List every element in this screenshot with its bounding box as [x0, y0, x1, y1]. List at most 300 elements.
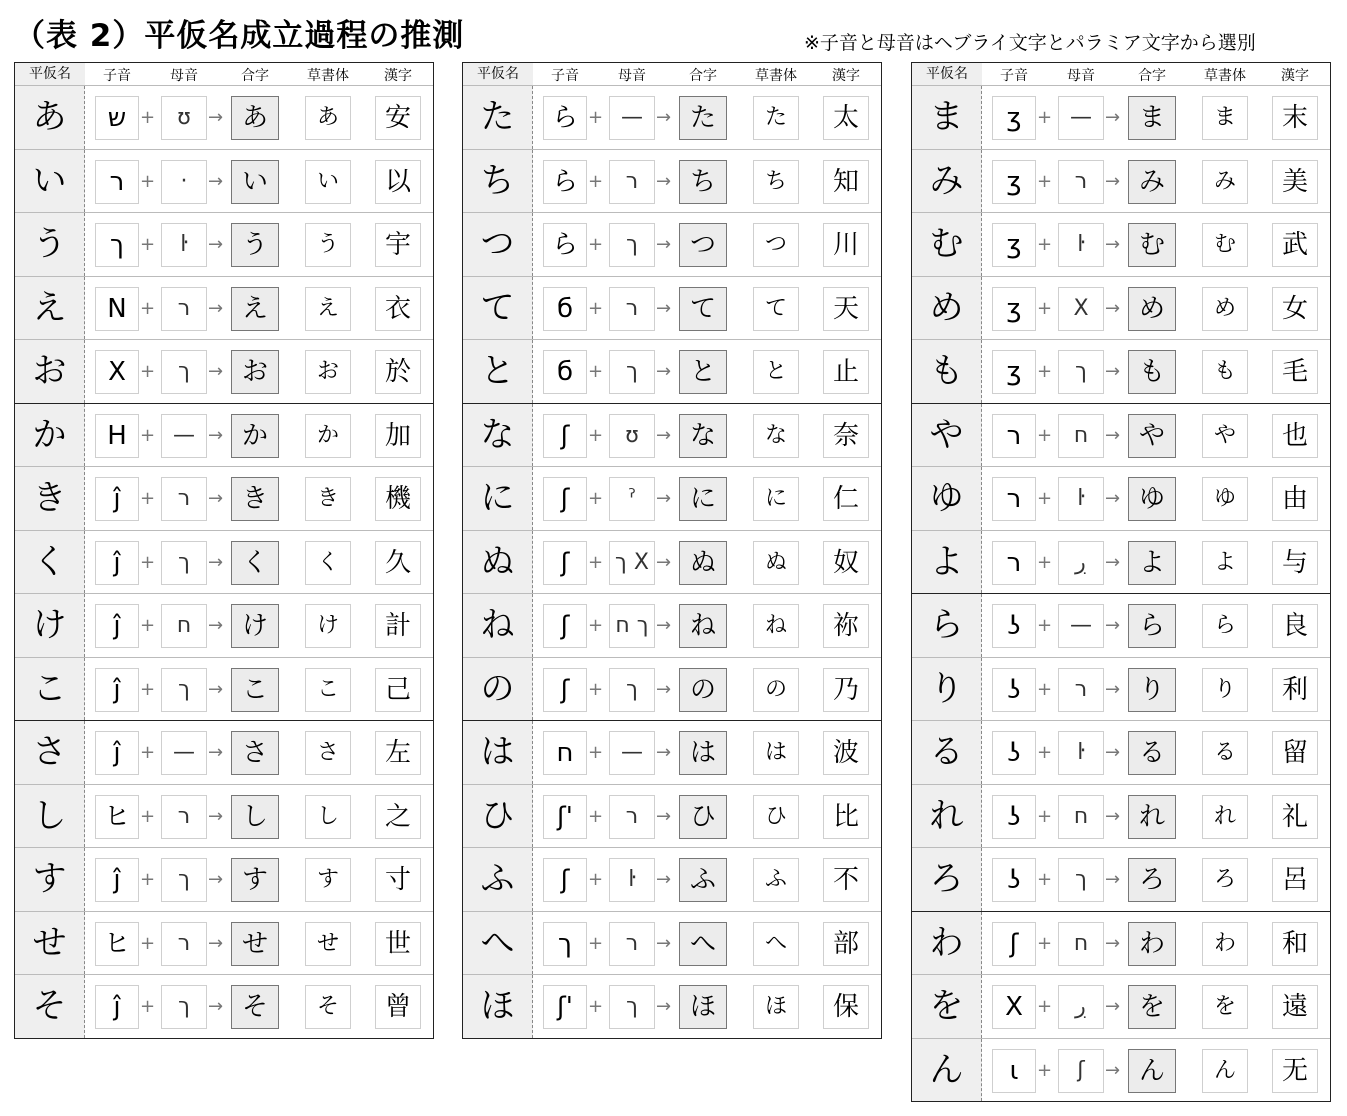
table-row	[463, 85, 881, 149]
consonant-cell: ר	[95, 160, 139, 204]
cursive-cell: ほ	[753, 985, 799, 1029]
arrow-icon: →	[1105, 361, 1121, 382]
vowel-cell: ڔ	[1058, 541, 1104, 585]
table-row	[912, 149, 1330, 213]
ligature-cell: せ	[231, 922, 279, 966]
cursive-cell: ち	[753, 160, 799, 204]
hiragana-cell: ま	[912, 86, 982, 149]
ligature-cell: に	[679, 477, 727, 521]
vowel-cell: ڔ	[1058, 985, 1104, 1029]
plus-sign: +	[140, 932, 156, 954]
vowel-cell: ך	[161, 350, 207, 394]
consonant-cell: ʖ	[992, 731, 1036, 775]
arrow-icon: →	[656, 424, 672, 446]
consonant-cell: ʃ	[543, 477, 587, 521]
plus-sign: +	[1037, 234, 1053, 255]
consonant-cell: ʖ	[992, 604, 1036, 648]
arrow-icon: →	[208, 361, 224, 382]
ligature-cell: お	[231, 350, 279, 394]
table-row	[15, 276, 433, 340]
hiragana-cell: ぬ	[463, 531, 533, 594]
ligature-cell: ふ	[679, 858, 727, 902]
table-row	[463, 911, 881, 975]
kanji-cell: 於	[375, 350, 421, 394]
hiragana-cell: さ	[15, 721, 85, 784]
table-row	[15, 720, 433, 784]
cursive-cell: ん	[1202, 1049, 1248, 1093]
kanji-cell: 波	[823, 731, 869, 775]
table-row	[463, 847, 881, 911]
hiragana-cell: ね	[463, 594, 533, 657]
hiragana-cell: し	[15, 785, 85, 848]
consonant-cell: ĵ	[95, 477, 139, 521]
header-cell: 合字	[1138, 68, 1166, 84]
hiragana-cell: む	[912, 213, 982, 276]
table-row	[15, 339, 433, 403]
hiragana-cell: お	[15, 340, 85, 403]
arrow-icon: →	[1105, 297, 1121, 319]
consonant-cell: ʖ	[992, 668, 1036, 712]
plus-sign: +	[588, 805, 604, 827]
table-row	[15, 466, 433, 530]
consonant-cell: ら	[543, 160, 587, 204]
table-row	[15, 403, 433, 467]
hiragana-cell: ふ	[463, 848, 533, 911]
plus-sign: +	[588, 932, 604, 954]
table-row	[15, 657, 433, 721]
arrow-icon: →	[208, 424, 224, 446]
ligature-cell: い	[231, 160, 279, 204]
kana-table-1	[14, 62, 434, 1039]
kanji-cell: 宇	[375, 223, 421, 267]
table-row	[463, 466, 881, 530]
arrow-icon: →	[1105, 488, 1121, 509]
ligature-cell: な	[679, 414, 727, 458]
table-row	[912, 911, 1330, 975]
kanji-cell: 保	[823, 985, 869, 1029]
kanji-cell: 世	[375, 922, 421, 966]
hiragana-cell: す	[15, 848, 85, 911]
vowel-cell: —	[161, 414, 207, 458]
vowel-cell: ˀ	[609, 477, 655, 521]
ligature-cell: ほ	[679, 985, 727, 1029]
hiragana-cell: め	[912, 277, 982, 340]
vowel-cell: ר	[1058, 668, 1104, 712]
arrow-icon: →	[656, 297, 672, 319]
consonant-cell: ש	[95, 96, 139, 140]
vowel-cell: —	[161, 731, 207, 775]
plus-sign: +	[140, 805, 156, 827]
table-row	[912, 657, 1330, 721]
kana-table-3	[911, 62, 1331, 1102]
cursive-cell: ま	[1202, 96, 1248, 140]
hiragana-cell: け	[15, 594, 85, 657]
cursive-cell: せ	[305, 922, 351, 966]
table-row	[15, 85, 433, 149]
table-row	[15, 911, 433, 975]
consonant-cell: ʃ	[543, 541, 587, 585]
kanji-cell: 美	[1272, 160, 1318, 204]
vowel-cell: —	[1058, 604, 1104, 648]
ligature-cell: や	[1128, 414, 1176, 458]
cursive-cell: か	[305, 414, 351, 458]
table-row	[912, 847, 1330, 911]
header-cell: 平仮名	[463, 63, 533, 85]
cursive-cell: あ	[305, 96, 351, 140]
plus-sign: +	[1037, 107, 1053, 128]
ligature-cell: て	[679, 287, 727, 331]
header-cell: 母音	[1067, 68, 1095, 84]
plus-sign: +	[588, 551, 604, 573]
header-cell: 草書体	[1204, 68, 1246, 84]
hiragana-cell: つ	[463, 213, 533, 276]
kanji-cell: 安	[375, 96, 421, 140]
ligature-cell: ゆ	[1128, 477, 1176, 521]
ligature-cell: み	[1128, 160, 1176, 204]
cursive-cell: や	[1202, 414, 1248, 458]
ligature-cell: し	[231, 795, 279, 839]
vowel-cell: ך	[1058, 858, 1104, 902]
arrow-icon: →	[208, 805, 224, 827]
vowel-cell: ŀ	[1058, 731, 1104, 775]
arrow-icon: →	[656, 932, 672, 954]
plus-sign: +	[140, 107, 156, 128]
cursive-cell: り	[1202, 668, 1248, 712]
hiragana-cell: ち	[463, 150, 533, 213]
hiragana-cell: ら	[912, 594, 982, 657]
plus-sign: +	[588, 107, 604, 128]
hiragana-cell: ほ	[463, 975, 533, 1038]
kanji-cell: 川	[823, 223, 869, 267]
cursive-cell: し	[305, 795, 351, 839]
kanji-cell: 不	[823, 858, 869, 902]
plus-sign: +	[140, 996, 156, 1017]
cursive-cell: つ	[753, 223, 799, 267]
cursive-cell: く	[305, 541, 351, 585]
cursive-cell: え	[305, 287, 351, 331]
table-row	[463, 657, 881, 721]
cursive-cell: た	[753, 96, 799, 140]
kana-table-2	[462, 62, 882, 1039]
cursive-cell: ね	[753, 604, 799, 648]
vowel-cell: ŀ	[1058, 223, 1104, 267]
hiragana-cell: へ	[463, 912, 533, 975]
plus-sign: +	[588, 869, 604, 890]
ligature-cell: ち	[679, 160, 727, 204]
plus-sign: +	[140, 297, 156, 319]
hiragana-cell: い	[15, 150, 85, 213]
header-cell: 子音	[1000, 68, 1028, 84]
plus-sign: +	[1037, 869, 1053, 890]
table-row	[15, 974, 433, 1038]
consonant-cell: ʒ	[992, 350, 1036, 394]
plus-sign: +	[140, 361, 156, 382]
kanji-cell: 礼	[1272, 795, 1318, 839]
hiragana-cell: も	[912, 340, 982, 403]
arrow-icon: →	[656, 488, 672, 509]
header-cell: 漢字	[384, 68, 412, 84]
kanji-cell: 左	[375, 731, 421, 775]
cursive-cell: わ	[1202, 922, 1248, 966]
ligature-cell: け	[231, 604, 279, 648]
vowel-cell: —	[1058, 96, 1104, 140]
consonant-cell: ך	[95, 223, 139, 267]
header-cell: 合字	[241, 68, 269, 84]
table-row	[912, 593, 1330, 657]
ligature-cell: ら	[1128, 604, 1176, 648]
cursive-cell: を	[1202, 985, 1248, 1029]
cursive-cell: す	[305, 858, 351, 902]
ligature-cell: ぬ	[679, 541, 727, 585]
kanji-cell: 由	[1272, 477, 1318, 521]
vowel-cell: ך X	[609, 541, 655, 585]
hiragana-cell: み	[912, 150, 982, 213]
arrow-icon: →	[1105, 678, 1121, 700]
consonant-cell: ɩ	[992, 1049, 1036, 1093]
plus-sign: +	[1037, 297, 1053, 319]
ligature-cell: そ	[231, 985, 279, 1029]
vowel-cell: ך	[609, 223, 655, 267]
ligature-cell: さ	[231, 731, 279, 775]
kanji-cell: 与	[1272, 541, 1318, 585]
table-row	[15, 784, 433, 848]
table-header	[15, 63, 433, 85]
vowel-cell: ר	[609, 922, 655, 966]
arrow-icon: →	[656, 170, 672, 192]
kanji-cell: 久	[375, 541, 421, 585]
consonant-cell: ʃ	[543, 604, 587, 648]
table-row	[912, 1038, 1330, 1102]
arrow-icon: →	[208, 869, 224, 890]
hiragana-cell: く	[15, 531, 85, 594]
kanji-cell: 呂	[1272, 858, 1318, 902]
cursive-cell: そ	[305, 985, 351, 1029]
arrow-icon: →	[656, 234, 672, 255]
hiragana-cell: れ	[912, 785, 982, 848]
hiragana-cell: せ	[15, 912, 85, 975]
consonant-cell: ĵ	[95, 985, 139, 1029]
header-cell: 平仮名	[912, 63, 982, 85]
arrow-icon: →	[1105, 615, 1121, 636]
plus-sign: +	[588, 678, 604, 700]
vowel-cell: ך	[609, 350, 655, 394]
kanji-cell: 仁	[823, 477, 869, 521]
cursive-cell: う	[305, 223, 351, 267]
arrow-icon: →	[656, 805, 672, 827]
consonant-cell: ʒ	[992, 287, 1036, 331]
hiragana-cell: う	[15, 213, 85, 276]
kanji-cell: 加	[375, 414, 421, 458]
table-row	[463, 593, 881, 657]
consonant-cell: ʖ	[992, 858, 1036, 902]
arrow-icon: →	[1105, 932, 1121, 954]
plus-sign: +	[1037, 742, 1053, 763]
kanji-cell: 比	[823, 795, 869, 839]
table-header	[463, 63, 881, 85]
header-cell: 漢字	[1281, 68, 1309, 84]
cursive-cell: に	[753, 477, 799, 521]
consonant-cell: ʒ	[992, 96, 1036, 140]
consonant-cell: ʖ	[992, 795, 1036, 839]
plus-sign: +	[588, 297, 604, 319]
table-row	[912, 85, 1330, 149]
vowel-cell: ר	[161, 477, 207, 521]
ligature-cell: れ	[1128, 795, 1176, 839]
hiragana-cell: よ	[912, 531, 982, 594]
arrow-icon: →	[1105, 869, 1121, 890]
table-row	[15, 847, 433, 911]
arrow-icon: →	[208, 297, 224, 319]
plus-sign: +	[1037, 932, 1053, 954]
cursive-cell: ぬ	[753, 541, 799, 585]
cursive-cell: き	[305, 477, 351, 521]
consonant-cell: ר	[992, 414, 1036, 458]
plus-sign: +	[1037, 361, 1053, 382]
header-cell: 子音	[103, 68, 131, 84]
vowel-cell: ך	[161, 541, 207, 585]
table-row	[912, 784, 1330, 848]
hiragana-cell: は	[463, 721, 533, 784]
hiragana-cell: り	[912, 658, 982, 721]
ligature-cell: り	[1128, 668, 1176, 712]
arrow-icon: →	[656, 742, 672, 763]
vowel-cell: ך	[161, 858, 207, 902]
cursive-cell: れ	[1202, 795, 1248, 839]
consonant-cell: ך	[543, 922, 587, 966]
plus-sign: +	[1037, 424, 1053, 446]
hiragana-cell: を	[912, 975, 982, 1038]
plus-sign: +	[1037, 488, 1053, 509]
plus-sign: +	[140, 615, 156, 636]
consonant-cell: б	[543, 287, 587, 331]
header-cell: 子音	[551, 68, 579, 84]
ligature-cell: こ	[231, 668, 279, 712]
hiragana-cell: え	[15, 277, 85, 340]
kanji-cell: 衣	[375, 287, 421, 331]
plus-sign: +	[588, 234, 604, 255]
plus-sign: +	[588, 615, 604, 636]
cursive-cell: ふ	[753, 858, 799, 902]
hiragana-cell: か	[15, 404, 85, 467]
cursive-cell: い	[305, 160, 351, 204]
ligature-cell: る	[1128, 731, 1176, 775]
ligature-cell: き	[231, 477, 279, 521]
consonant-cell: ヒ	[95, 795, 139, 839]
table-row	[912, 276, 1330, 340]
arrow-icon: →	[208, 234, 224, 255]
ligature-cell: わ	[1128, 922, 1176, 966]
consonant-cell: ĵ	[95, 668, 139, 712]
hiragana-cell: わ	[912, 912, 982, 975]
kanji-cell: 利	[1272, 668, 1318, 712]
consonant-cell: X	[992, 985, 1036, 1029]
hiragana-cell: に	[463, 467, 533, 530]
kanji-cell: 機	[375, 477, 421, 521]
plus-sign: +	[588, 424, 604, 446]
table-row	[912, 339, 1330, 403]
arrow-icon: →	[208, 615, 224, 636]
vowel-cell: ŀ	[1058, 477, 1104, 521]
cursive-cell: ら	[1202, 604, 1248, 648]
hiragana-cell: の	[463, 658, 533, 721]
header-cell: 合字	[689, 68, 717, 84]
arrow-icon: →	[656, 615, 672, 636]
arrow-icon: →	[656, 107, 672, 128]
cursive-cell: へ	[753, 922, 799, 966]
vowel-cell: ח	[161, 604, 207, 648]
table-row	[15, 149, 433, 213]
kanji-cell: 遠	[1272, 985, 1318, 1029]
arrow-icon: →	[208, 551, 224, 573]
consonant-cell: ʃ	[543, 414, 587, 458]
kanji-cell: 知	[823, 160, 869, 204]
plus-sign: +	[1037, 805, 1053, 827]
plus-sign: +	[588, 170, 604, 192]
arrow-icon: →	[208, 932, 224, 954]
vowel-cell: —	[609, 96, 655, 140]
cursive-cell: さ	[305, 731, 351, 775]
hiragana-cell: る	[912, 721, 982, 784]
hiragana-cell: な	[463, 404, 533, 467]
arrow-icon: →	[656, 551, 672, 573]
ligature-cell: を	[1128, 985, 1176, 1029]
vowel-cell: ר	[161, 795, 207, 839]
vowel-cell: ך	[609, 668, 655, 712]
hiragana-cell: こ	[15, 658, 85, 721]
vowel-cell: ך	[609, 985, 655, 1029]
vowel-cell: ר	[161, 287, 207, 331]
hiragana-cell: て	[463, 277, 533, 340]
consonant-cell: ʃ	[992, 922, 1036, 966]
vowel-cell: X	[1058, 287, 1104, 331]
ligature-cell: も	[1128, 350, 1176, 394]
consonant-cell: ר	[992, 541, 1036, 585]
cursive-cell: こ	[305, 668, 351, 712]
table-row	[912, 466, 1330, 530]
table-row	[15, 593, 433, 657]
vowel-cell: ʊ	[161, 96, 207, 140]
consonant-cell: ヒ	[95, 922, 139, 966]
vowel-cell: ŀ	[609, 858, 655, 902]
hiragana-cell: ひ	[463, 785, 533, 848]
kanji-cell: 奴	[823, 541, 869, 585]
arrow-icon: →	[1105, 424, 1121, 446]
table-row	[463, 212, 881, 276]
kanji-cell: 以	[375, 160, 421, 204]
arrow-icon: →	[1105, 805, 1121, 827]
vowel-cell: ר	[609, 795, 655, 839]
arrow-icon: →	[208, 170, 224, 192]
arrow-icon: →	[1105, 1059, 1121, 1081]
arrow-icon: →	[1105, 107, 1121, 128]
header-cell: 漢字	[832, 68, 860, 84]
kanji-cell: 太	[823, 96, 869, 140]
vowel-cell: ŀ	[161, 223, 207, 267]
consonant-cell: ĵ	[95, 604, 139, 648]
cursive-cell: ひ	[753, 795, 799, 839]
ligature-cell: え	[231, 287, 279, 331]
consonant-cell: ʃ	[543, 858, 587, 902]
header-cell: 草書体	[307, 68, 349, 84]
kanji-cell: 止	[823, 350, 869, 394]
cursive-cell: ろ	[1202, 858, 1248, 902]
vowel-cell: —	[609, 731, 655, 775]
plus-sign: +	[140, 488, 156, 509]
plus-sign: +	[140, 869, 156, 890]
kanji-cell: 留	[1272, 731, 1318, 775]
arrow-icon: →	[208, 107, 224, 128]
consonant-cell: H	[95, 414, 139, 458]
